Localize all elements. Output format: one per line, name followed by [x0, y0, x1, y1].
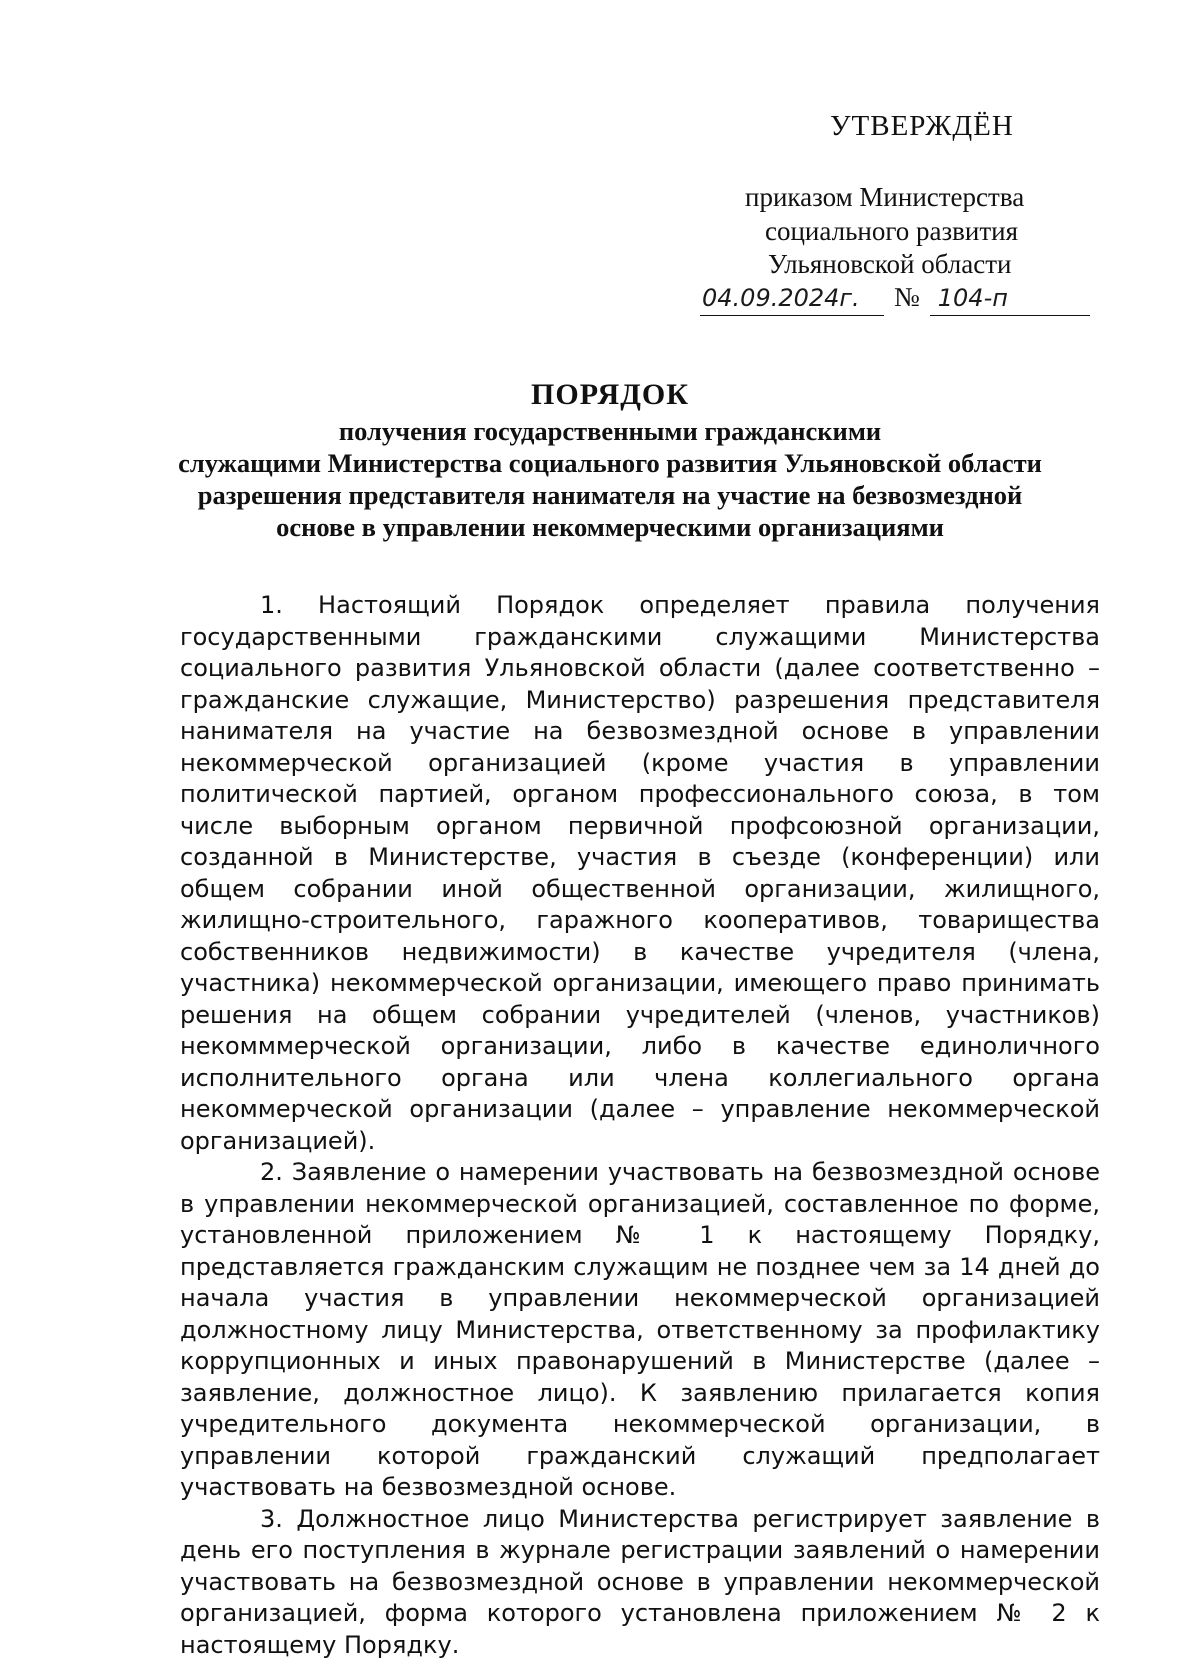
approval-line-ministry: социального развития: [765, 216, 1019, 246]
approved-title: УТВЕРЖДЁН: [830, 110, 1014, 142]
paragraph-2: 2. Заявление о намерении участвовать на безвозмездной основе в управлении некоммерческой организацией, составленное по форме, установленной приложением № 1 к настоящему Порядку, представляется гражданским служащим не позднее чем за 14 дней до начала участия в управлении некоммерческой организацией должностному лицу Министерства, ответственному за профилактику коррупционных и иных правонарушений в Министерстве (далее – заявление, должностное лицо). К заявлению прилагается копия учредительного документа некоммерческой организации, в управлении которой гражданский служащий предполагает участвовать на безвозмездной основе.: [180, 1158, 1100, 1501]
order-date-number: [700, 282, 1110, 318]
document-heading: [130, 375, 1090, 543]
paragraph-1: 1. Настоящий Порядок определяет правила получения государственными гражданскими служащими Министерства социального развития Ульяновской области (далее соответственно – гражданские служащие, Министерство) разрешения представителя нанимателя на участие на безвозмездной основе в управлении некоммерческой организацией (кроме участия в управлении политической партией, органом профессионального союза, в том числе выборным органом первичной профсоюзной организации, созданной в Министерстве, участия в съезде (конференции) или общем собрании иной общественной организации, жилищного, жилищно-строительного, гаражного кооперативов, товарищества собственников недвижимости) в качестве учредителя (члена, участника) некоммерческой организации, имеющего право принимать решения на общем собрании учредителей (членов, участников) некомммерческой организации, либо в качестве единоличного исполнительного органа или члена коллегиального органа некоммерческой организации (далее – управление некоммерческой организацией).: [180, 591, 1100, 1155]
heading-line-4: основе в управлении некоммерческими организациями: [276, 512, 944, 542]
document-body: [180, 590, 1100, 1661]
order-date-handwritten: 04.09.2024г.: [700, 283, 884, 316]
approval-line-region: Ульяновской области: [768, 249, 1012, 279]
paragraph-3: 3. Должностное лицо Министерства регистрирует заявление в день его поступления в журнале регистрации заявлений о намерении участвовать на безвозмездной основе в управлении некоммерческой организацией, форма которого установлена приложением № 2 к настоящему Порядку.: [180, 1504, 1100, 1659]
heading-line-2: служащими Министерства социального развития Ульяновской области: [178, 448, 1042, 478]
heading-title: ПОРЯДОК: [531, 378, 689, 411]
heading-line-1: получения государственными гражданскими: [338, 416, 882, 446]
number-sign: №: [894, 282, 920, 312]
heading-line-3: разрешения представителя нанимателя на участие на безвозмездной: [197, 480, 1023, 510]
order-number-handwritten: 104-п: [930, 283, 1090, 316]
approval-line-order: приказом Министерства: [745, 182, 1025, 212]
